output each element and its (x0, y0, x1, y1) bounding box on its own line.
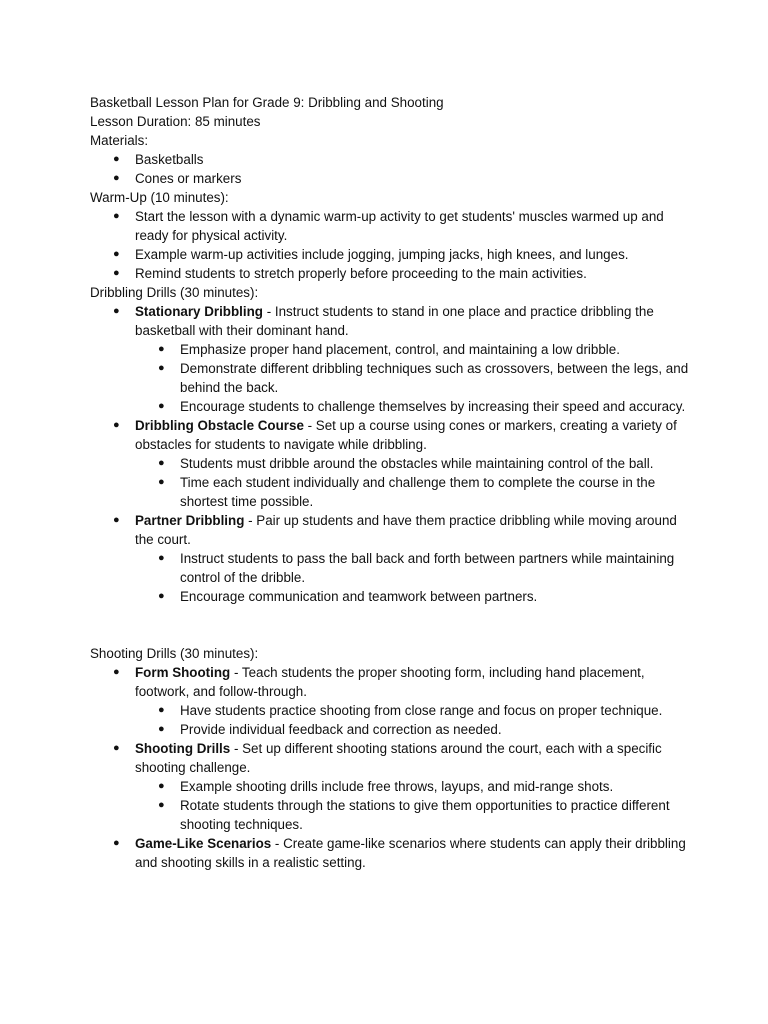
sub-list-item: ● Encourage students to challenge themselves by increasing their speed and accuracy. (158, 399, 686, 414)
sub-list-item: ● Provide individual feedback and correction as needed. (158, 722, 502, 737)
drill-description: - Create game-like scenarios where students can apply their dribbling and shooting skills in a realistic setting. (135, 836, 686, 870)
bullet-icon: ● (158, 723, 165, 735)
bullet-icon: ● (158, 400, 165, 412)
bullet-icon: ● (113, 172, 120, 184)
bullet-icon: ● (113, 248, 120, 260)
bullet-icon: ● (113, 666, 120, 678)
list-item: ● Basketballs (113, 152, 204, 167)
drill-description: - Set up a course using cones or markers, creating a variety of obstacles for students to navigate while dribbling. (135, 418, 677, 452)
bullet-icon: ● (158, 552, 165, 564)
bullet-icon: ● (113, 837, 120, 849)
bullet-icon: ● (158, 590, 165, 602)
drill-name: Partner Dribbling (135, 513, 245, 528)
sub-list-item: ● Demonstrate different dribbling techniques such as crossovers, between the legs, and behind the back. (158, 361, 689, 395)
drill-item (90, 739, 690, 777)
section-spacer (90, 606, 690, 644)
bullet-icon: ● (113, 514, 120, 526)
bullet-icon: ● (158, 704, 165, 716)
list-item: ● Example warm-up activities include jogging, jumping jacks, high knees, and lunges. (113, 247, 629, 262)
sub-list-item: ● Example shooting drills include free throws, layups, and mid-range shots. (158, 779, 614, 794)
drill-name: Stationary Dribbling (135, 304, 263, 319)
warmup-heading: Warm-Up (10 minutes): (90, 190, 229, 205)
drill-item (90, 663, 690, 701)
sub-list-item: ● Time each student individually and challenge them to complete the course in the shortest time possible. (158, 475, 656, 509)
bullet-icon: ● (113, 305, 120, 317)
drill-description: - Pair up students and have them practice dribbling while moving around the court. (135, 513, 677, 547)
bullet-icon: ● (158, 362, 165, 374)
document-title: Basketball Lesson Plan for Grade 9: Dribbling and Shooting (90, 95, 444, 110)
dribbling-heading: Dribbling Drills (30 minutes): (90, 285, 259, 300)
drill-description: - Instruct students to stand in one place and practice dribbling the basketball with their dominant hand. (135, 304, 654, 338)
lesson-duration: Lesson Duration: 85 minutes (90, 114, 261, 129)
materials-list (90, 150, 690, 188)
shooting-heading: Shooting Drills (30 minutes): (90, 646, 259, 661)
list-item: ● Remind students to stretch properly before proceeding to the main activities. (113, 266, 587, 281)
sub-list-item: ● Rotate students through the stations to give them opportunities to practice different shooting techniques. (158, 798, 670, 832)
list-item: ● Cones or markers (113, 171, 242, 186)
bullet-icon: ● (158, 799, 165, 811)
bullet-icon: ● (158, 343, 165, 355)
lesson-plan-body (90, 93, 690, 872)
drill-name: Shooting Drills (135, 741, 231, 756)
drill-item (90, 302, 690, 340)
bullet-icon: ● (113, 267, 120, 279)
bullet-icon: ● (113, 742, 120, 754)
bullet-icon: ● (113, 419, 120, 431)
drill-item (90, 511, 690, 549)
list-item: ● Start the lesson with a dynamic warm-up activity to get students' muscles warmed up and ready for physical activity. (113, 209, 664, 243)
bullet-icon: ● (113, 210, 120, 222)
materials-heading: Materials: (90, 133, 149, 148)
bullet-icon: ● (158, 457, 165, 469)
dribbling-drills-list (90, 302, 690, 606)
drill-description: - Set up different shooting stations around the court, each with a specific shooting challenge. (135, 741, 662, 775)
sub-list-item: ● Encourage communication and teamwork between partners. (158, 589, 538, 604)
drill-item (90, 416, 690, 454)
sub-list-item: ● Have students practice shooting from close range and focus on proper technique. (158, 703, 663, 718)
drill-description: - Teach students the proper shooting form, including hand placement, footwork, and follow-through. (135, 665, 645, 699)
bullet-icon: ● (158, 780, 165, 792)
drill-item (90, 834, 690, 872)
drill-name: Game-Like Scenarios (135, 836, 272, 851)
warmup-list (90, 207, 690, 283)
bullet-icon: ● (113, 153, 120, 165)
drill-name: Form Shooting (135, 665, 231, 680)
bullet-icon: ● (158, 476, 165, 488)
sub-list-item: ● Emphasize proper hand placement, control, and maintaining a low dribble. (158, 342, 620, 357)
sub-list-item: ● Students must dribble around the obstacles while maintaining control of the ball. (158, 456, 654, 471)
shooting-drills-list (90, 663, 690, 872)
sub-list-item: ● Instruct students to pass the ball back and forth between partners while maintaining control of the dribble. (158, 551, 675, 585)
drill-name: Dribbling Obstacle Course (135, 418, 304, 433)
